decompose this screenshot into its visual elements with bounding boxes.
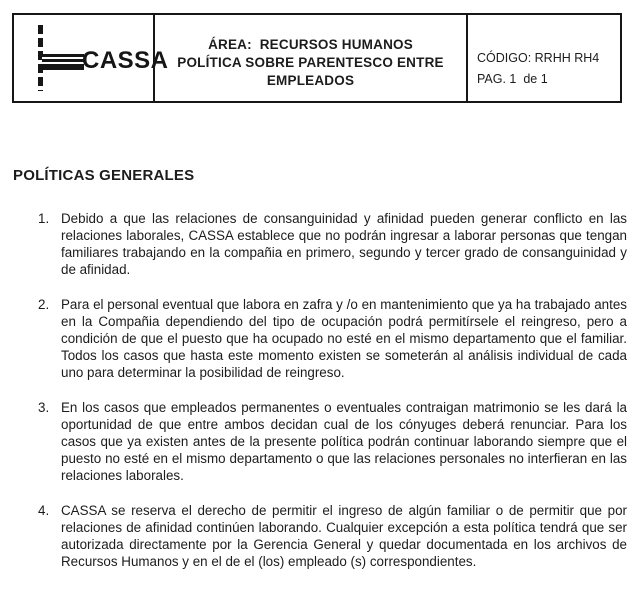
policy-text: Debido a que las relaciones de consanguinidad y afinidad pueden generar conflicto en las relaciones laborales, CASSA establece que no podrán ingresar a laborar personas que tengan familiares trabajando en la compañia en primero, segundo y tercer grado de consanguinidad y de afinidad. xyxy=(61,211,627,277)
cassa-logo xyxy=(22,21,169,95)
header-policy-title-line2: EMPLEADOS xyxy=(266,73,355,88)
document-body xyxy=(0,103,636,588)
document-code: CÓDIGO: RRHH RH4 xyxy=(477,51,600,65)
logo-striped-bar-icon xyxy=(42,54,84,70)
policy-item-2 xyxy=(38,296,627,381)
policy-text: En los casos que empleados permanentes o eventuales contraigan matrimonio se les dará la oportunidad de que entre ambos decidan cual de los cónyuges deberá renunciar. Para los casos que ya existen antes de la presente política podrán continuar laborando siempre que el puesto no esté en el mismo departamento o que las relaciones personales no interfieran en las relaciones laborales. xyxy=(61,400,627,483)
policy-text: Para el personal eventual que labora en zafra y /o en mantenimiento que ya ha trabajado antes en la Compañia dependiendo del tipo de ocupación podrá permitírsele el reingreso, pero a condición de que el puesto que ha ocupado no esté en el mismo departamento que el familiar. Todos los casos que hasta este momento existen se someterán al análisis individual de cada uno para determinar la posibilidad de reingreso. xyxy=(61,297,627,380)
policy-list xyxy=(12,210,627,570)
policy-number: 4. xyxy=(38,503,50,518)
policy-item-4 xyxy=(38,502,627,570)
header-title-cell xyxy=(155,15,466,101)
policy-number: 2. xyxy=(38,297,50,312)
logo-text: CASSA xyxy=(82,46,169,75)
policy-number: 3. xyxy=(38,400,50,415)
policy-text: CASSA se reserva el derecho de permitir el ingreso de algún familiar o de permitir que por relaciones de afinidad continúen laborando. Cualquier excepción a esta política tendrá que ser autorizada directamente por la Gerencia General y quedar documentada en los archivos de Recursos Humanos y en el de el (los) empleado (s) correspondientes. xyxy=(61,503,627,569)
document-header-table xyxy=(12,13,622,103)
header-logo-cell xyxy=(14,15,169,101)
header-code-cell xyxy=(466,15,620,101)
policy-item-3 xyxy=(38,399,627,484)
section-title: POLÍTICAS GENERALES xyxy=(13,167,195,184)
page-number: PAG. 1 de 1 xyxy=(477,72,548,86)
header-policy-title-line: POLÍTICA SOBRE PARENTESCO ENTRE xyxy=(177,55,444,70)
policy-item-1 xyxy=(38,210,627,278)
header-area-line: ÁREA: RECURSOS HUMANOS xyxy=(208,37,413,52)
policy-number: 1. xyxy=(38,211,50,226)
